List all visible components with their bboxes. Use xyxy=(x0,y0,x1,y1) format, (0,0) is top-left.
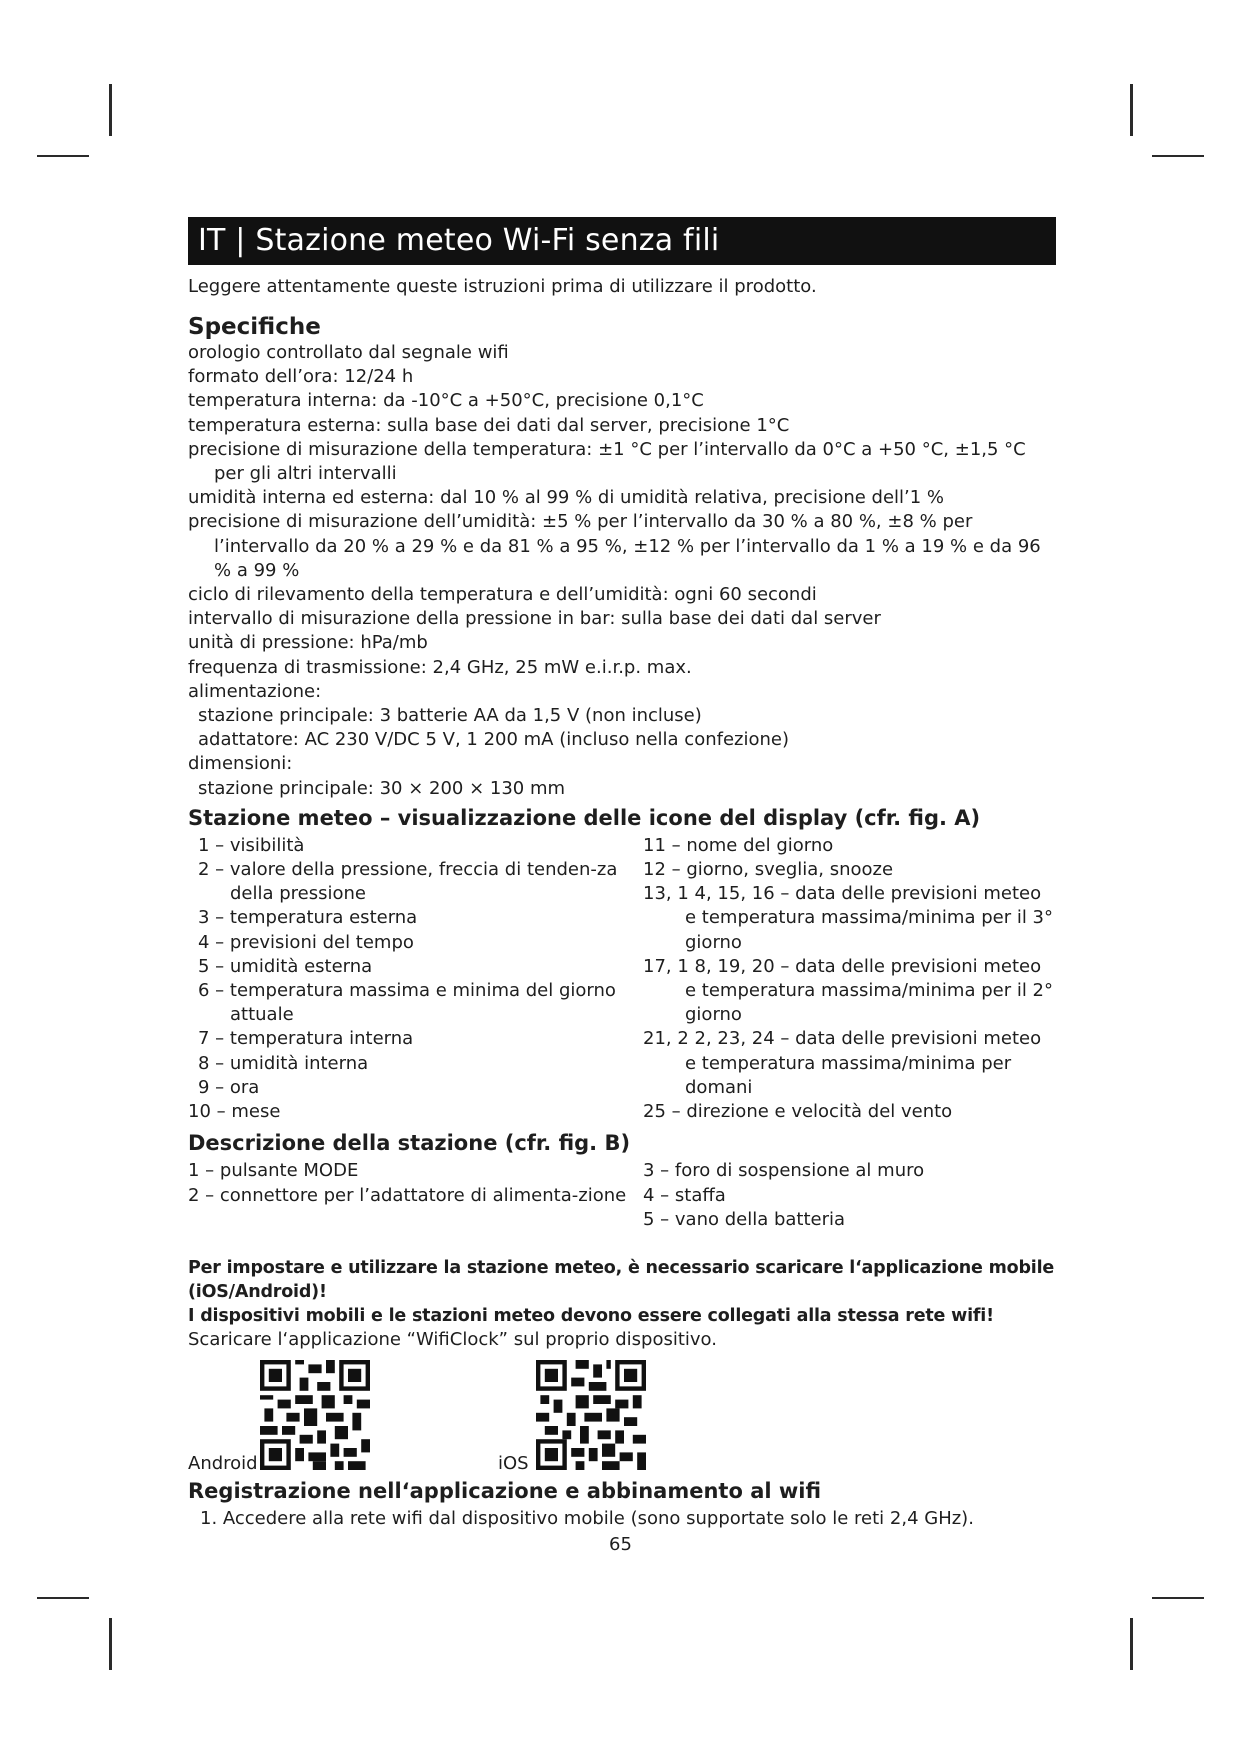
app-notice-bold-1: Per impostare e utilizzare la stazione meteo, è necessario scaricare l‘applicazione mobile (iOS/Android)! xyxy=(188,1257,1055,1302)
registration-step: 1. Accedere alla rete wifi dal dispositivo mobile (sono supportate solo le reti 2,4 GHz). xyxy=(200,1507,974,1529)
spec-line: temperatura esterna: sulla base dei dati dal server, precisione 1°C xyxy=(188,414,790,436)
page-title: IT | Stazione meteo Wi-Fi senza fili xyxy=(188,217,1056,265)
spec-line: intervallo di misurazione della pressione in bar: sulla base dei dati dal server xyxy=(188,608,881,630)
icons-heading: Stazione meteo – visualizzazione delle icone del display (cfr. fig. A) xyxy=(188,805,981,830)
page-content xyxy=(188,217,1056,1531)
app-notice-download: Scaricare l‘applicazione “WifiClock” sul proprio dispositivo. xyxy=(188,1328,717,1350)
spec-line: precisione di misurazione della temperatura: ±1 °C per l’intervallo da 0°C a +50 °C, ±1,5 °C per gli altri intervalli xyxy=(188,438,1026,485)
spec-line: precisione di misurazione dell’umidità: ±5 % per l’intervallo da 30 % a 80 %, ±8 % per l’intervallo da 20 % a 29 % e da 81 % a 95 %, ±12 % per l’intervallo da 1 % a 19 % e da 96 % a 99 % xyxy=(188,511,1041,581)
station-right-column xyxy=(643,1159,1056,1232)
icon-item: 7 – temperatura interna xyxy=(198,1028,414,1050)
icons-left-list xyxy=(188,834,643,1124)
crop-mark-bottom-right-horizontal xyxy=(1152,1597,1204,1599)
spec-power-line: stazione principale: 3 batterie AA da 1,5 V (non incluse) xyxy=(198,705,702,727)
spec-power-line: adattatore: AC 230 V/DC 5 V, 1 200 mA (incluso nella confezione) xyxy=(198,729,789,751)
station-item: 2 – connettore per l’adattatore di alimenta-zione xyxy=(188,1184,627,1206)
icon-item: 4 – previsioni del tempo xyxy=(198,931,414,953)
spec-line: orologio controllato dal segnale wifi xyxy=(188,342,509,363)
icon-item: 1 – visibilità xyxy=(198,834,305,856)
spec-line: unità di pressione: hPa/mb xyxy=(188,632,428,654)
icon-item: 6 – temperatura massima e minima del giorno attuale xyxy=(198,980,616,1026)
spec-line: ciclo di rilevamento della temperatura e dell’umidità: ogni 60 secondi xyxy=(188,584,817,606)
app-notice-bold-2: I dispositivi mobili e le stazioni meteo devono essere collegati alla stessa rete wifi! xyxy=(188,1305,994,1326)
station-item: 3 – foro di sospensione al muro xyxy=(643,1160,925,1182)
icon-item: 9 – ora xyxy=(198,1076,260,1098)
crop-mark-bottom-left-vertical xyxy=(109,1618,112,1670)
station-item: 4 – staffa xyxy=(643,1184,726,1206)
station-heading: Descrizione della stazione (cfr. fig. B) xyxy=(188,1131,631,1156)
android-label: Android xyxy=(188,1452,258,1474)
icon-item: 13, 1 4, 15, 16 – data delle previsioni meteo e temperatura massima/minima per il 3° giorno xyxy=(643,883,1053,953)
crop-mark-bottom-right-vertical xyxy=(1130,1618,1133,1670)
page-number: 65 xyxy=(609,1534,632,1555)
icon-item: 21, 2 2, 23, 24 – data delle previsioni meteo e temperatura massima/minima per domani xyxy=(643,1028,1042,1098)
icons-left-column xyxy=(188,834,643,1124)
icon-item: 10 – mese xyxy=(188,1101,281,1123)
icons-columns xyxy=(188,834,1056,1124)
spec-line: umidità interna ed esterna: dal 10 % al 99 % di umidità relativa, precisione dell’1 % xyxy=(188,487,945,509)
station-left-list xyxy=(188,1159,643,1207)
icon-item: 17, 1 8, 19, 20 – data delle previsioni meteo e temperatura massima/minima per il 2° giorno xyxy=(643,955,1053,1026)
icon-item: 2 – valore della pressione, freccia di tenden-za della pressione xyxy=(198,859,618,905)
registration-steps xyxy=(188,1507,1056,1531)
spec-dimensions-line: stazione principale: 30 × 200 × 130 mm xyxy=(198,777,566,799)
station-right-list xyxy=(643,1159,1056,1232)
icon-item: 25 – direzione e velocità del vento xyxy=(643,1101,953,1123)
crop-mark-bottom-left-horizontal xyxy=(37,1597,89,1599)
icons-right-list xyxy=(643,834,1056,1124)
intro-text: Leggere attentamente queste istruzioni prima di utilizzare il prodotto. xyxy=(188,276,817,297)
icons-right-column xyxy=(643,834,1056,1124)
icon-item: 12 – giorno, sveglia, snooze xyxy=(643,859,894,881)
specs-heading: Specifiche xyxy=(188,314,321,340)
crop-mark-top-right-horizontal xyxy=(1152,155,1204,157)
icon-item: 5 – umidità esterna xyxy=(198,955,373,977)
ios-qr-code-icon[interactable] xyxy=(536,1360,646,1470)
registration-heading: Registrazione nell‘applicazione e abbinamento al wifi xyxy=(188,1478,822,1503)
station-left-column xyxy=(188,1159,643,1232)
station-item: 1 – pulsante MODE xyxy=(188,1160,359,1182)
icon-item: 8 – umidità interna xyxy=(198,1052,369,1074)
spec-line: frequenza di trasmissione: 2,4 GHz, 25 mW e.i.r.p. max. xyxy=(188,656,692,678)
ios-label: iOS xyxy=(498,1452,529,1474)
crop-mark-top-right-vertical xyxy=(1130,84,1133,136)
android-qr-code-icon[interactable] xyxy=(260,1360,370,1470)
crop-mark-top-left-vertical xyxy=(109,84,112,136)
icon-item: 11 – nome del giorno xyxy=(643,834,834,856)
specs-list xyxy=(188,341,1056,801)
crop-mark-top-left-horizontal xyxy=(37,155,89,157)
spec-line: temperatura interna: da -10°C a +50°C, precisione 0,1°C xyxy=(188,390,704,412)
qr-codes-row xyxy=(188,1360,1056,1478)
spec-dimensions-label: dimensioni: xyxy=(188,753,293,775)
station-columns xyxy=(188,1159,1056,1232)
icon-item: 3 – temperatura esterna xyxy=(198,907,418,929)
spec-line: formato dell’ora: 12/24 h xyxy=(188,366,414,388)
spec-line: alimentazione: xyxy=(188,680,322,702)
station-item: 5 – vano della batteria xyxy=(643,1208,846,1230)
